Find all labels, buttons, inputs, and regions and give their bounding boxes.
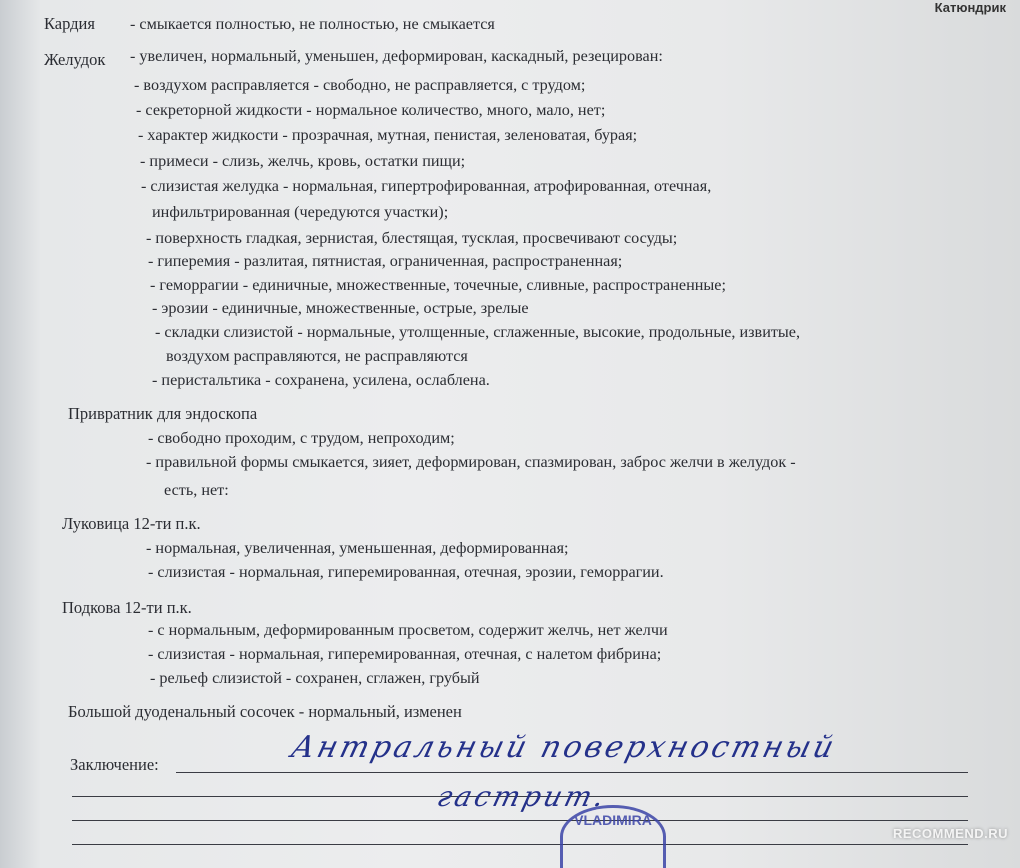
stomach-line-14: - перистальтика - сохранена, усилена, ослаблена. (152, 371, 490, 389)
stomach-line-7: инфильтрированная (чередуются участки); (152, 203, 449, 221)
stomach-line-12: - складки слизистой - нормальные, утолщенные, сглаженные, высокие, продольные, извитые, (155, 323, 801, 341)
stomach-line-8: - поверхность гладкая, зернистая, блестящая, тусклая, просвечивают сосуды; (146, 229, 678, 247)
stomach-line-10: - геморрагии - единичные, множественные, точечные, сливные, распространенные; (150, 276, 726, 294)
conclusion-rule-4 (72, 844, 968, 845)
horseshoe-label: Подкова 12-ти п.к. (62, 598, 192, 617)
horseshoe-line-2: - слизистая - нормальная, гиперемированная, отечная, с налетом фибрина; (148, 645, 662, 663)
pylorus-label: Привратник для эндоскопа (68, 404, 258, 423)
bulb-line-2: - слизистая - нормальная, гиперемированная, отечная, эрозии, геморрагии. (148, 563, 664, 581)
stomach-line-4: - характер жидкости - прозрачная, мутная, пенистая, зеленоватая, бурая; (138, 126, 638, 144)
stomach-line-13: воздухом расправляются, не расправляются (166, 347, 468, 365)
site-watermark: RECOMMEND.RU (892, 826, 1008, 841)
stomach-line-9: - гиперемия - разлитая, пятнистая, ограниченная, распространенная; (148, 252, 623, 270)
kardia-options: - смыкается полностью, не полностью, не смыкается (130, 15, 495, 33)
papilla-line: Большой дуоденальный сосочек - нормальный, изменен (68, 702, 462, 721)
stomach-line-6: - слизистая желудка - нормальная, гипертрофированная, атрофированная, отечная, (141, 177, 712, 195)
handwritten-diagnosis-line-2: гастрит. (433, 780, 611, 813)
stomach-line-5: - примеси - слизь, желчь, кровь, остатки пищи; (140, 152, 466, 170)
stomach-line-1: - увеличен, нормальный, уменьшен, деформирован, каскадный, резецирован: (130, 47, 663, 65)
horseshoe-line-1: - с нормальным, деформированным просветом, содержит желчь, нет желчи (148, 621, 668, 639)
stomach-line-2: - воздухом расправляется - свободно, не расправляется, с трудом; (134, 76, 586, 94)
pylorus-line-2: - правильной формы смыкается, зияет, деформирован, спазмирован, заброс желчи в желудок - (146, 453, 796, 471)
clinic-stamp: VLADIMIRA (560, 805, 666, 868)
bulb-label: Луковица 12-ти п.к. (62, 514, 201, 533)
author-watermark: Катюндрик (934, 0, 1006, 15)
bulb-line-1: - нормальная, увеличенная, уменьшенная, деформированная; (146, 539, 569, 557)
horseshoe-line-3: - рельеф слизистой - сохранен, сглажен, грубый (150, 669, 480, 687)
pylorus-line-3: есть, нет: (164, 481, 229, 499)
stomach-line-3: - секреторной жидкости - нормальное количество, много, мало, нет; (136, 101, 606, 119)
kardia-label: Кардия (44, 14, 95, 33)
pylorus-line-1: - свободно проходим, с трудом, непроходим; (148, 429, 455, 447)
stomach-label: Желудок (44, 50, 106, 69)
conclusion-rule-3 (72, 820, 968, 821)
stomach-line-11: - эрозии - единичные, множественные, острые, зрелые (152, 299, 529, 317)
conclusion-label: Заключение: (70, 755, 159, 774)
conclusion-rule-1 (176, 772, 968, 773)
handwritten-diagnosis-line-1: Антральный поверхностный (287, 730, 841, 765)
